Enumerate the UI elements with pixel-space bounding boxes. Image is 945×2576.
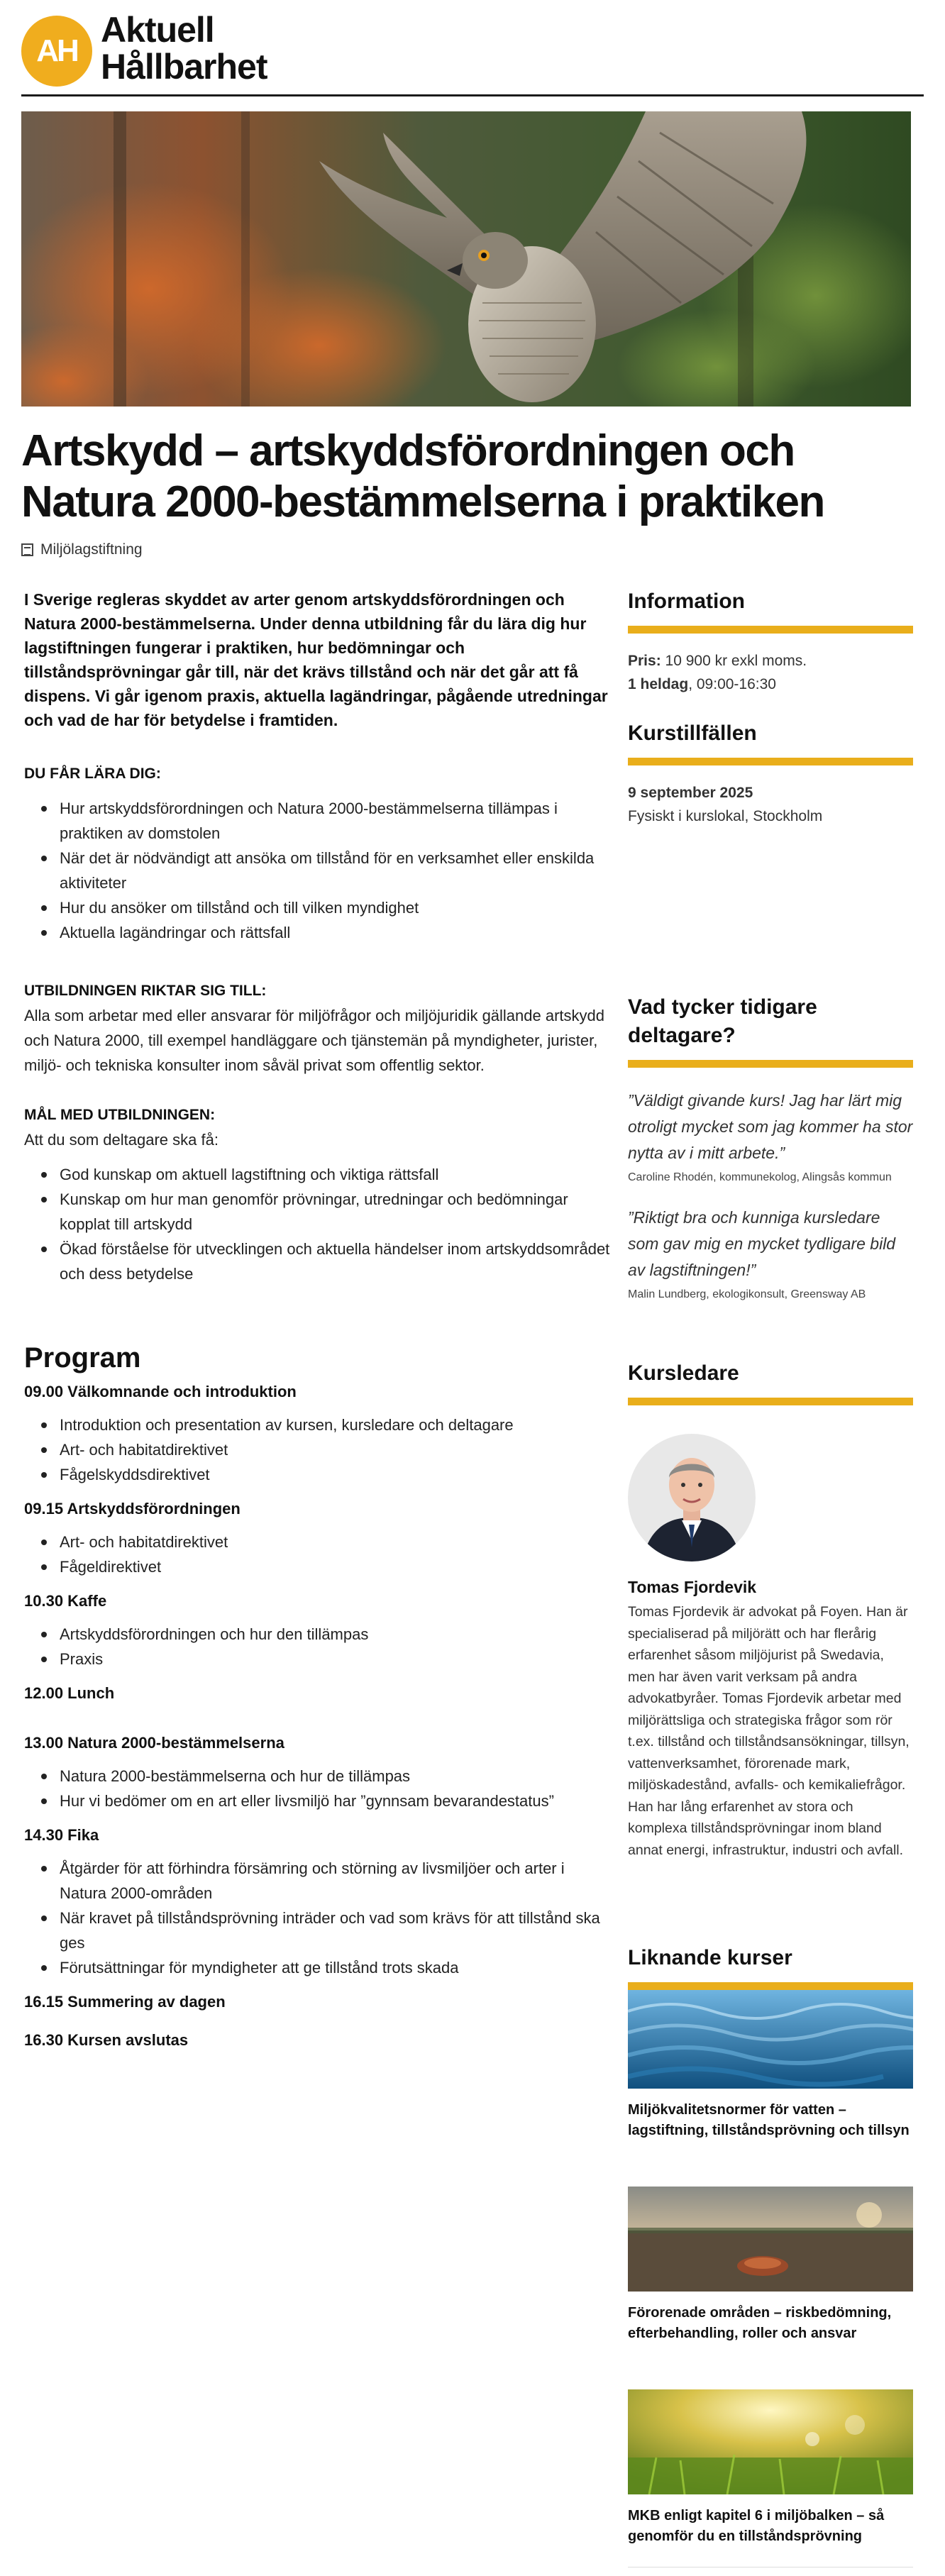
course-card-title[interactable]: Förorenade områden – riskbedömning, efterbehandling, roller och ansvar bbox=[628, 2305, 892, 2341]
info-heading: Information bbox=[628, 587, 913, 634]
list-item: God kunskap om aktuell lagstiftning och viktiga rättsfall bbox=[35, 1162, 613, 1187]
duration-line bbox=[628, 673, 913, 696]
slot-title: 09.00 Välkomnande och introduktion bbox=[24, 1383, 297, 1400]
goals-lead: Att du som deltagare ska få: bbox=[24, 1131, 219, 1149]
hero-image-hawk bbox=[21, 111, 911, 407]
course-location: Fysiskt i kurslokal, Stockholm bbox=[628, 808, 823, 824]
similar-courses bbox=[628, 1944, 913, 2567]
list-item: Hur artskyddsförordningen och Natura 2000-bestämmelserna tillämpas i praktiken av domstolen bbox=[35, 796, 613, 846]
testimonials-heading: Vad tycker tidigare deltagare? bbox=[628, 993, 913, 1068]
list-item: Praxis bbox=[35, 1647, 613, 1671]
avatar bbox=[628, 1434, 756, 1561]
course-card-image[interactable] bbox=[628, 1982, 913, 2089]
course-card[interactable] bbox=[628, 2389, 913, 2547]
list-item: Introduktion och presentation av kursen, kursledare och deltagare bbox=[35, 1413, 613, 1437]
dates-box bbox=[628, 719, 913, 828]
audience-heading: UTBILDNINGEN RIKTAR SIG TILL: bbox=[24, 983, 267, 999]
program-slot bbox=[24, 1589, 613, 1671]
course-card[interactable] bbox=[628, 2187, 913, 2344]
category-tag[interactable] bbox=[21, 541, 143, 558]
course-card-image[interactable] bbox=[628, 2187, 913, 2292]
list-item: Kunskap om hur man genomför prövningar, utredningar och bedömningar kopplat till artskydd bbox=[35, 1187, 613, 1237]
list-item: Hur vi bedömer om en art eller livsmiljö har ”gynnsam bevarandestatus” bbox=[35, 1789, 613, 1813]
slot-title: 14.30 Fika bbox=[24, 1826, 99, 1844]
testimonial-author: Caroline Rhodén, kommunekolog, Alingsås kommun bbox=[628, 1171, 892, 1183]
leader-box bbox=[628, 1359, 913, 1861]
program-section bbox=[24, 1340, 613, 2052]
list-item: Hur du ansöker om tillstånd och till vilken myndighet bbox=[35, 895, 613, 920]
site-header bbox=[21, 7, 924, 96]
slot-list bbox=[35, 1530, 613, 1579]
list-item: Art- och habitatdirektivet bbox=[35, 1437, 613, 1462]
list-item: Fågeldirektivet bbox=[35, 1554, 613, 1579]
duration-label: 1 heldag bbox=[628, 676, 689, 692]
program-slot bbox=[24, 1497, 613, 1579]
price-label: Pris: bbox=[628, 653, 661, 669]
slot-title: 13.00 Natura 2000-bestämmelserna bbox=[24, 1734, 284, 1752]
program-slot bbox=[24, 1731, 613, 1813]
slot-list bbox=[35, 1856, 613, 1980]
logo-badge[interactable]: AH bbox=[21, 16, 92, 87]
learn-section bbox=[24, 762, 613, 945]
testimonial bbox=[628, 1088, 913, 1186]
testimonial-quote: ”Riktigt bra och kunniga kursledare som gav mig en mycket tydligare bild av lagstiftningen!” bbox=[628, 1208, 896, 1279]
program-heading: Program bbox=[24, 1342, 141, 1373]
list-item: Natura 2000-bestämmelserna och hur de tillämpas bbox=[35, 1764, 613, 1789]
course-card-title[interactable]: MKB enligt kapitel 6 i miljöbalken – så genomför du en tillståndsprövning bbox=[628, 2508, 885, 2544]
list-item: Aktuella lagändringar och rättsfall bbox=[35, 920, 613, 945]
testimonial-author: Malin Lundberg, ekologikonsult, Greensway AB bbox=[628, 1288, 866, 1300]
price-value: 10 900 kr exkl moms. bbox=[665, 653, 807, 669]
testimonials-box bbox=[628, 993, 913, 1303]
course-card[interactable] bbox=[628, 1982, 913, 2141]
program-slot bbox=[24, 1380, 613, 1487]
slot-list bbox=[35, 1413, 613, 1487]
slot-title: 16.15 Summering av dagen bbox=[24, 1993, 226, 2011]
leader-name: Tomas Fjordevik bbox=[628, 1578, 757, 1596]
logo-wordmark[interactable] bbox=[101, 11, 267, 85]
course-date[interactable]: 9 september 2025 bbox=[628, 785, 753, 801]
list-item: Förutsättningar för myndigheter att ge tillstånd trots skada bbox=[35, 1955, 613, 1980]
slot-title: 12.00 Lunch bbox=[24, 1684, 115, 1702]
testimonial-quote: ”Väldigt givande kurs! Jag har lärt mig otroligt mycket som jag kommer ha stor nytta av i mitt arbete.” bbox=[628, 1091, 913, 1162]
course-card-image[interactable] bbox=[628, 2389, 913, 2494]
duration-value: , 09:00-16:30 bbox=[688, 676, 776, 692]
similar-heading: Liknande kurser bbox=[628, 1946, 792, 1969]
slot-list bbox=[35, 1764, 613, 1813]
list-item: Ökad förståelse för utvecklingen och aktuella händelser inom artskyddsområdet och dess betydelse bbox=[35, 1237, 613, 1286]
goals-list bbox=[35, 1162, 613, 1286]
slot-title: 16.30 Kursen avslutas bbox=[24, 2031, 189, 2049]
goals-heading: MÅL MED UTBILDNINGEN: bbox=[24, 1107, 216, 1123]
logo-line-2: Hållbarhet bbox=[101, 47, 267, 87]
audience-text: Alla som arbetar med eller ansvarar för miljöfrågor och miljöjuridik gällande artskydd och Natura 2000, till exempel handläggare och tjänstemän på myndigheter, jurister, miljö- och tekniska konsulter inom såväl privat som offentlig sektor. bbox=[24, 1007, 605, 1074]
slot-title: 10.30 Kaffe bbox=[24, 1592, 107, 1610]
leader-heading: Kursledare bbox=[628, 1359, 913, 1405]
info-box bbox=[628, 587, 913, 696]
slot-list bbox=[35, 1622, 613, 1671]
goals-section bbox=[24, 1103, 613, 1286]
main-content bbox=[24, 587, 613, 2052]
program-slot bbox=[24, 1823, 613, 1980]
list-item: Fågelskyddsdirektivet bbox=[35, 1462, 613, 1487]
dates-heading: Kurstillfällen bbox=[628, 719, 913, 765]
leader-bio: Tomas Fjordevik är advokat på Foyen. Han är specialiserad på miljörätt och har flerårig erfarenhet såsom miljöjurist på Swedavia, men har även varit verksam på andra advokatbyråer. Tomas Fjordevik arbetar med miljörättsliga och strategiska frågor som rör t.ex. tillstånd och tillståndsansökningar, tillsyn, vattenverksamhet, förorenade mark, miljöskadestånd, avfalls- och kemikaliefrågor. Han har lång erfarenhet av stora och komplexa tillståndsprövningar inom bland annat energi, infrastruktur, industri och avfall. bbox=[628, 1604, 910, 1858]
audience-section bbox=[24, 979, 613, 1078]
slot-title: 09.15 Artskyddsförordningen bbox=[24, 1500, 241, 1518]
list-item: När det är nödvändigt att ansöka om tillstånd för en verksamhet eller enskilda aktiviteter bbox=[35, 846, 613, 895]
course-card-title[interactable]: Miljökvalitetsnormer för vatten – lagstiftning, tillståndsprövning och tillsyn bbox=[628, 2102, 910, 2138]
page-title: Artskydd – artskyddsförordningen och Natura 2000-bestämmelserna i praktiken bbox=[21, 426, 824, 526]
testimonial bbox=[628, 1205, 913, 1303]
category-icon bbox=[21, 543, 33, 556]
learn-heading: DU FÅR LÄRA DIG: bbox=[24, 765, 161, 782]
category-label: Miljölagstiftning bbox=[40, 541, 143, 558]
list-item: När kravet på tillståndsprövning inträder och vad som krävs för att tillstånd ska ges bbox=[35, 1906, 613, 1955]
program-slot bbox=[24, 1681, 613, 1706]
list-item: Artskyddsförordningen och hur den tillämpas bbox=[35, 1622, 613, 1647]
program-slot bbox=[24, 1990, 613, 2014]
list-item: Art- och habitatdirektivet bbox=[35, 1530, 613, 1554]
price-line bbox=[628, 649, 913, 673]
program-slot bbox=[24, 2028, 613, 2052]
learn-list bbox=[35, 796, 613, 945]
list-item: Åtgärder för att förhindra försämring och störning av livsmiljöer och arter i Natura 2000-områden bbox=[35, 1856, 613, 1906]
intro-text: I Sverige regleras skyddet av arter genom artskyddsförordningen och Natura 2000-bestämmelserna. Under denna utbildning får du lära dig hur lagstiftningen fungerar i praktiken, hur bedömningar och tillståndsprövningar går till, när det krävs tillstånd och när det går att få dispens. Vi går igenom praxis, aktuella lagändringar, pågående utredningar och vad de har för betydelse i framtiden. bbox=[24, 590, 608, 729]
logo-line-1: Aktuell bbox=[101, 10, 214, 50]
